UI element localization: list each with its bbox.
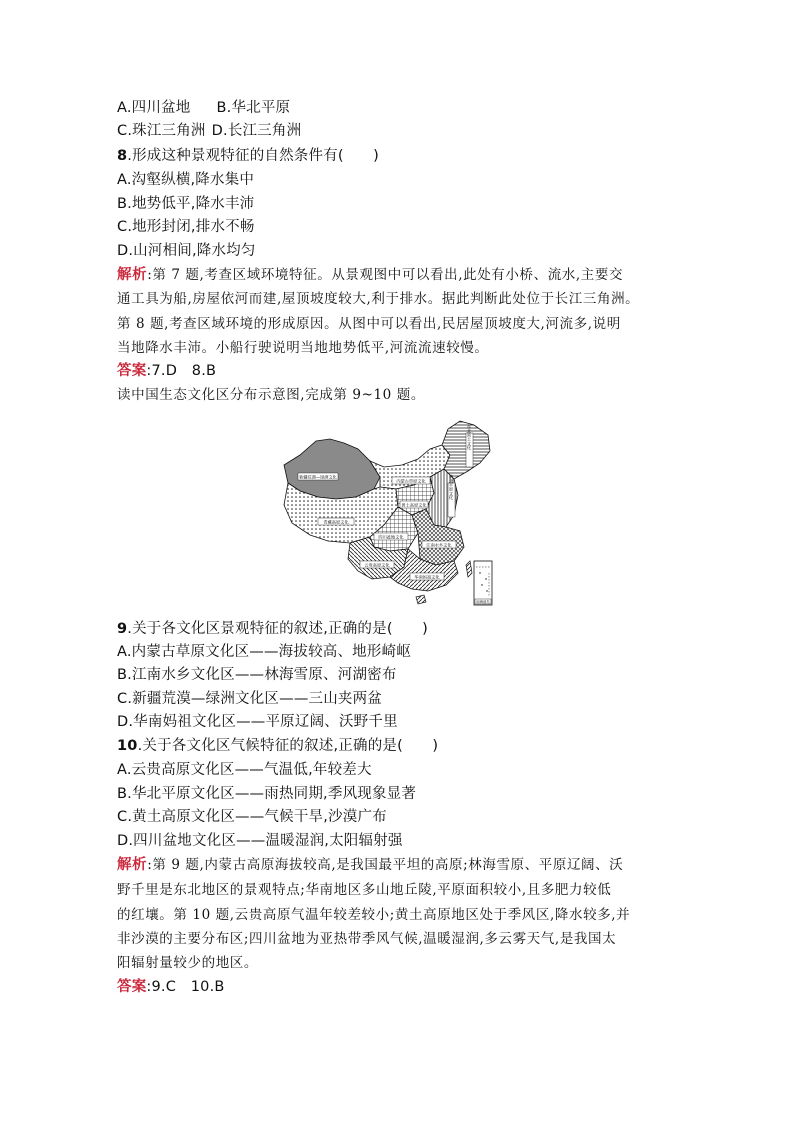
analysis1-line-4: 当地降水丰沛。小船行驶说明当地地势低平,河流流速较慢。 <box>117 340 489 356</box>
answer1-text: :7.D 8.B <box>146 363 217 379</box>
q7-option-d: D.长江三角洲 <box>211 123 302 139</box>
q8-option-d: D.山河相间,降水均匀 <box>117 243 256 259</box>
label-yungui: 云贵高原文化 <box>364 562 390 568</box>
q7-option-c: C.珠江三角洲 <box>117 123 206 139</box>
q8-option-b: B.地势低平,降水丰沛 <box>117 196 255 212</box>
label-qinghai: 青藏高原文化 <box>323 519 349 525</box>
q8-number: 8 <box>117 148 128 164</box>
answer2 <box>117 976 225 998</box>
q9-option-b: B.江南水乡文化区——林海雪原、河湖密布 <box>117 667 397 683</box>
q8-option-a: A.沟壑纵横,降水集中 <box>117 172 255 188</box>
q9-stem-text: .关于各文化区景观特征的叙述,正确的是( ) <box>127 621 428 637</box>
q9-option-d: D.华南妈祖文化区——平原辽阔、沃野千里 <box>117 714 398 730</box>
analysis2-label: 解析 <box>117 857 148 873</box>
q8-stem <box>117 145 379 167</box>
analysis2-line-2: 野千里是东北地区的景观特点;华南地区多山地丘陵,平原面积较小,且多肥力较低 <box>117 882 612 898</box>
analysis2-line-3: 的红壤。第 10 题,云贵高原气温年较差较小;黄土高原地区处于季风区,降水较多,并 <box>117 907 631 923</box>
china-ecological-culture-map <box>278 415 494 607</box>
label-loess: 黄土高原文化 <box>401 502 427 508</box>
answer1-label: 答案 <box>117 363 147 379</box>
label-jiangnan: 江南水乡文化 <box>426 542 452 548</box>
q7-options-row-1 <box>117 97 290 119</box>
q10-option-b: B.华北平原文化区——雨热同期,季风现象显著 <box>117 786 417 802</box>
label-islands: 南海诸岛 <box>476 600 490 604</box>
analysis2-text-1: :第 9 题,内蒙古高原海拔较高,是我国最平坦的高原;林海雪原、平原辽阔、沃 <box>147 857 624 873</box>
q10-stem <box>117 735 438 757</box>
q10-option-a: A.云贵高原文化区——气温低,年较差大 <box>117 762 372 778</box>
q10-stem-text: .关于各文化区气候特征的叙述,正确的是( ) <box>137 738 439 754</box>
analysis1-line-3: 第 8 题,考查区域环境的形成原因。从图中可以看出,民居屋顶坡度大,河流多,说明 <box>117 316 621 332</box>
q7-option-b: B.华北平原 <box>216 100 291 116</box>
analysis1-text-1: :第 7 题,考查区域环境特征。从景观图中可以看出,此处有小桥、流水,主要交 <box>147 267 624 283</box>
analysis2-line-1 <box>117 854 623 876</box>
label-sichuan: 四川盆地文化 <box>378 534 404 540</box>
map-intro: 读中国生态文化区分布示意图,完成第 9~10 题。 <box>117 387 425 403</box>
answer1 <box>117 360 216 382</box>
analysis2-line-5: 阳辐射量较少的地区。 <box>117 955 258 971</box>
q9-option-c: C.新疆荒漠—绿洲文化区——三山夹两盆 <box>117 691 383 707</box>
answer2-label: 答案 <box>117 979 147 995</box>
q9-number: 9 <box>117 621 128 637</box>
q8-stem-text: .形成这种景观特征的自然条件有( ) <box>127 148 380 164</box>
taiwan-island <box>466 561 472 577</box>
label-mongolia: 内蒙古草原文化 <box>396 478 426 484</box>
q7-option-a: A.四川盆地 <box>117 100 191 116</box>
q10-option-d: D.四川盆地文化区——温暖湿润,太阳辐射强 <box>117 833 403 849</box>
q10-number: 10 <box>117 738 138 754</box>
analysis1-line-2: 通工具为船,房屋依河而建,屋顶坡度较大,利于排水。据此判断此处位于长江三角洲。 <box>117 291 640 307</box>
analysis1-label: 解析 <box>117 267 148 283</box>
analysis2-line-4: 非沙漠的主要分布区;四川盆地为亚热带季风气候,温暖湿润,多云雾天气,是我国太 <box>117 931 617 947</box>
label-north-plain: 华北平原文化 <box>449 474 454 500</box>
answer2-text: :9.C 10.B <box>146 979 225 995</box>
analysis1-line-1 <box>117 264 623 286</box>
q8-option-c: C.地形封闭,排水不畅 <box>117 219 255 235</box>
hainan-island <box>416 595 426 604</box>
south-china-sea-inset <box>474 561 492 605</box>
q9-option-a: A.内蒙古草原文化区——海拔较高、地形崎岖 <box>117 644 411 660</box>
label-northeast: 东北黑土文化 <box>467 424 472 450</box>
label-xinjiang: 新疆荒漠—绿洲文化 <box>299 474 337 480</box>
label-south: 华南妈祖文化 <box>414 574 440 580</box>
q7-options-row-2 <box>117 120 301 142</box>
q10-option-c: C.黄土高原文化区——气候干旱,沙漠广布 <box>117 809 387 825</box>
q9-stem <box>117 618 428 640</box>
